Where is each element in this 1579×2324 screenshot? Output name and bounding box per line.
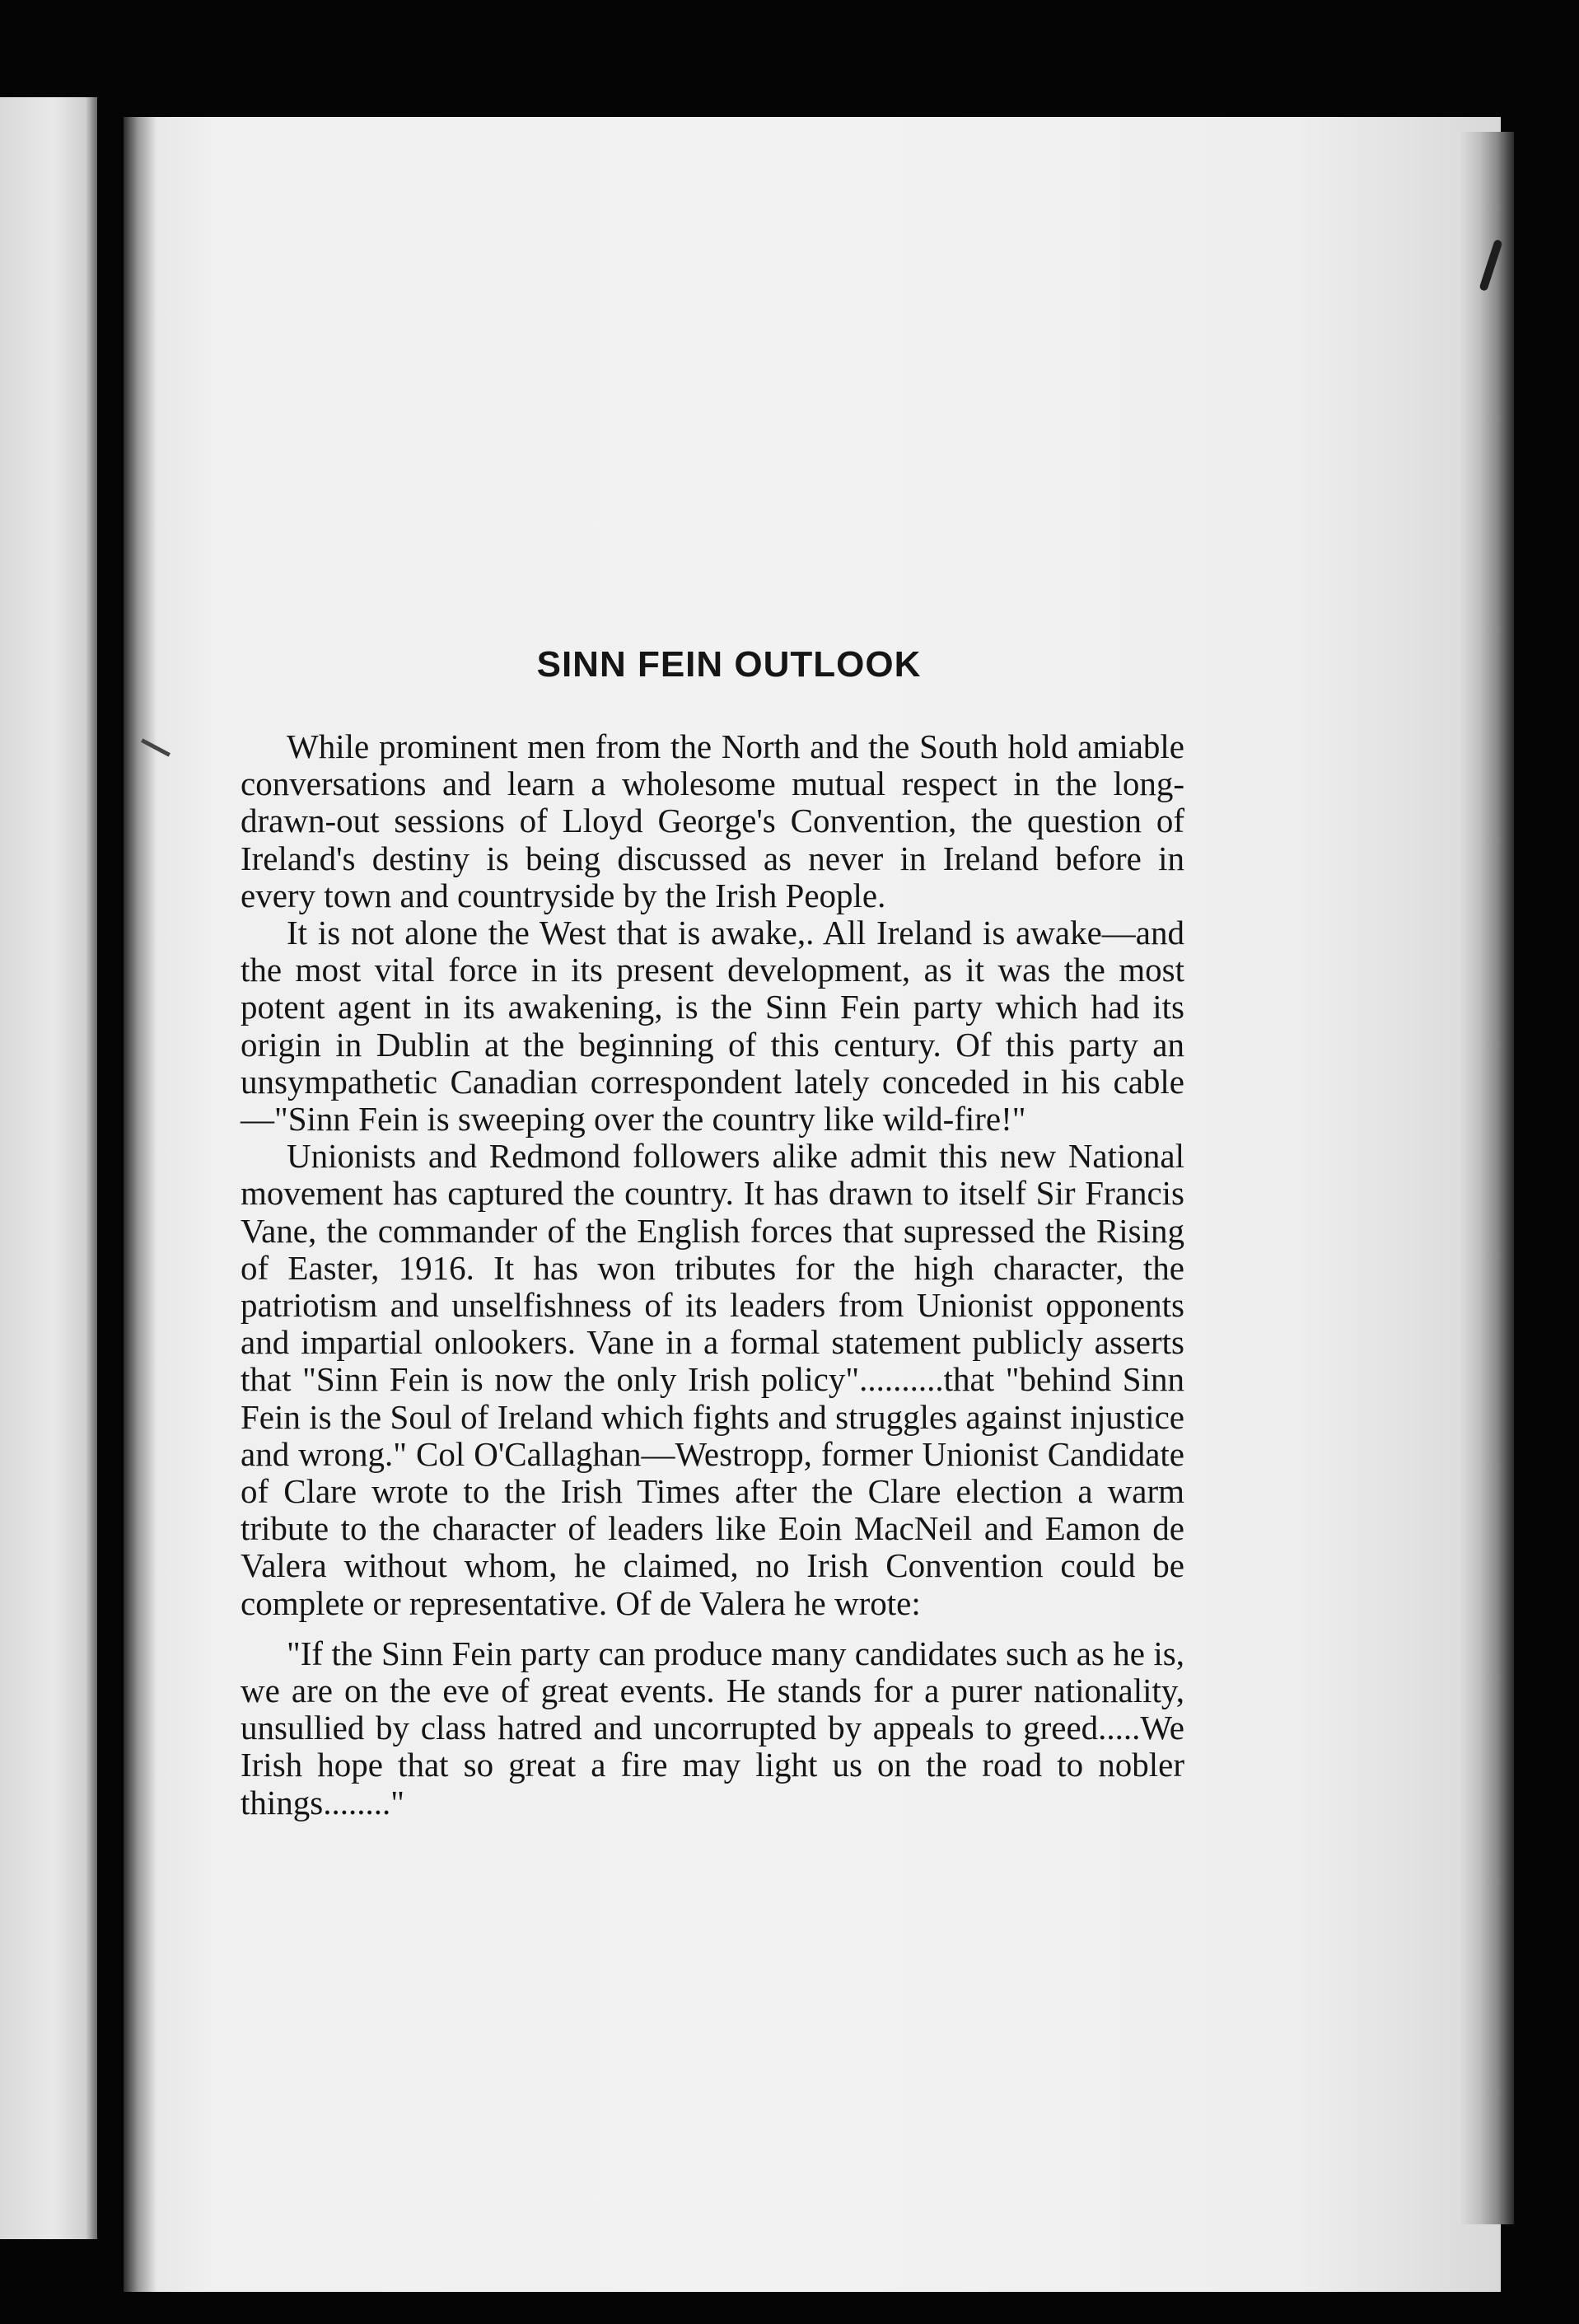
- block-quote: "If the Sinn Fein party can produce many candidates such as he is, we are on the eve of great events. He stands for a purer nationality, unsullied by class hatred and uncorrupted by appeals to greed.....We Irish hope that so great a fire may light us on the road to nobler things........": [241, 1634, 1184, 1821]
- facing-page-edge: [0, 97, 97, 2239]
- page-title: SINN FEIN OUTLOOK: [536, 644, 922, 685]
- paragraph: While prominent men from the North and the South hold amiable conversations and learn a wholesome mutual respect in the long-drawn-out sessions of Lloyd George's Convention, the question of Ireland's destiny is being discussed as never in Ireland before in every town and countryside by the Irish People.: [241, 727, 1184, 914]
- page-edge-shadow: [1458, 132, 1514, 2224]
- paragraph: Unionists and Redmond followers alike admit this new National movement has captured the country. It has drawn to itself Sir Francis Vane, the commander of the English forces that supressed the Rising of Easter, 1916. It has won tributes for the high character, the patriotism and unselfishness of its leaders from Unionist opponents and impartial onlookers. Vane in a formal statement publicly asserts that "Sinn Fein is now the only Irish policy"..........that "behind Sinn Fein is the Soul of Ireland which fights and struggles against injustice and wrong." Col O'Callaghan—Westropp, former Unionist Candidate of Clare wrote to the Irish Times after the Clare election a warm tribute to the character of leaders like Eoin MacNeil and Eamon de Valera without whom, he claimed, no Irish Convention could be complete or representative. Of de Valera he wrote:: [241, 1137, 1184, 1622]
- document-body: [241, 644, 1184, 1821]
- paragraph: It is not alone the West that is awake,. All Ireland is awake—and the most vital force in its present development, as it was the most potent agent in its awakening, is the Sinn Fein party which had its origin in Dublin at the beginning of this century. Of this party an unsympathetic Canadian correspondent lately conceded in his cable—"Sinn Fein is sweeping over the country like wild-fire!": [241, 914, 1184, 1139]
- gutter-shadow: [124, 117, 156, 2292]
